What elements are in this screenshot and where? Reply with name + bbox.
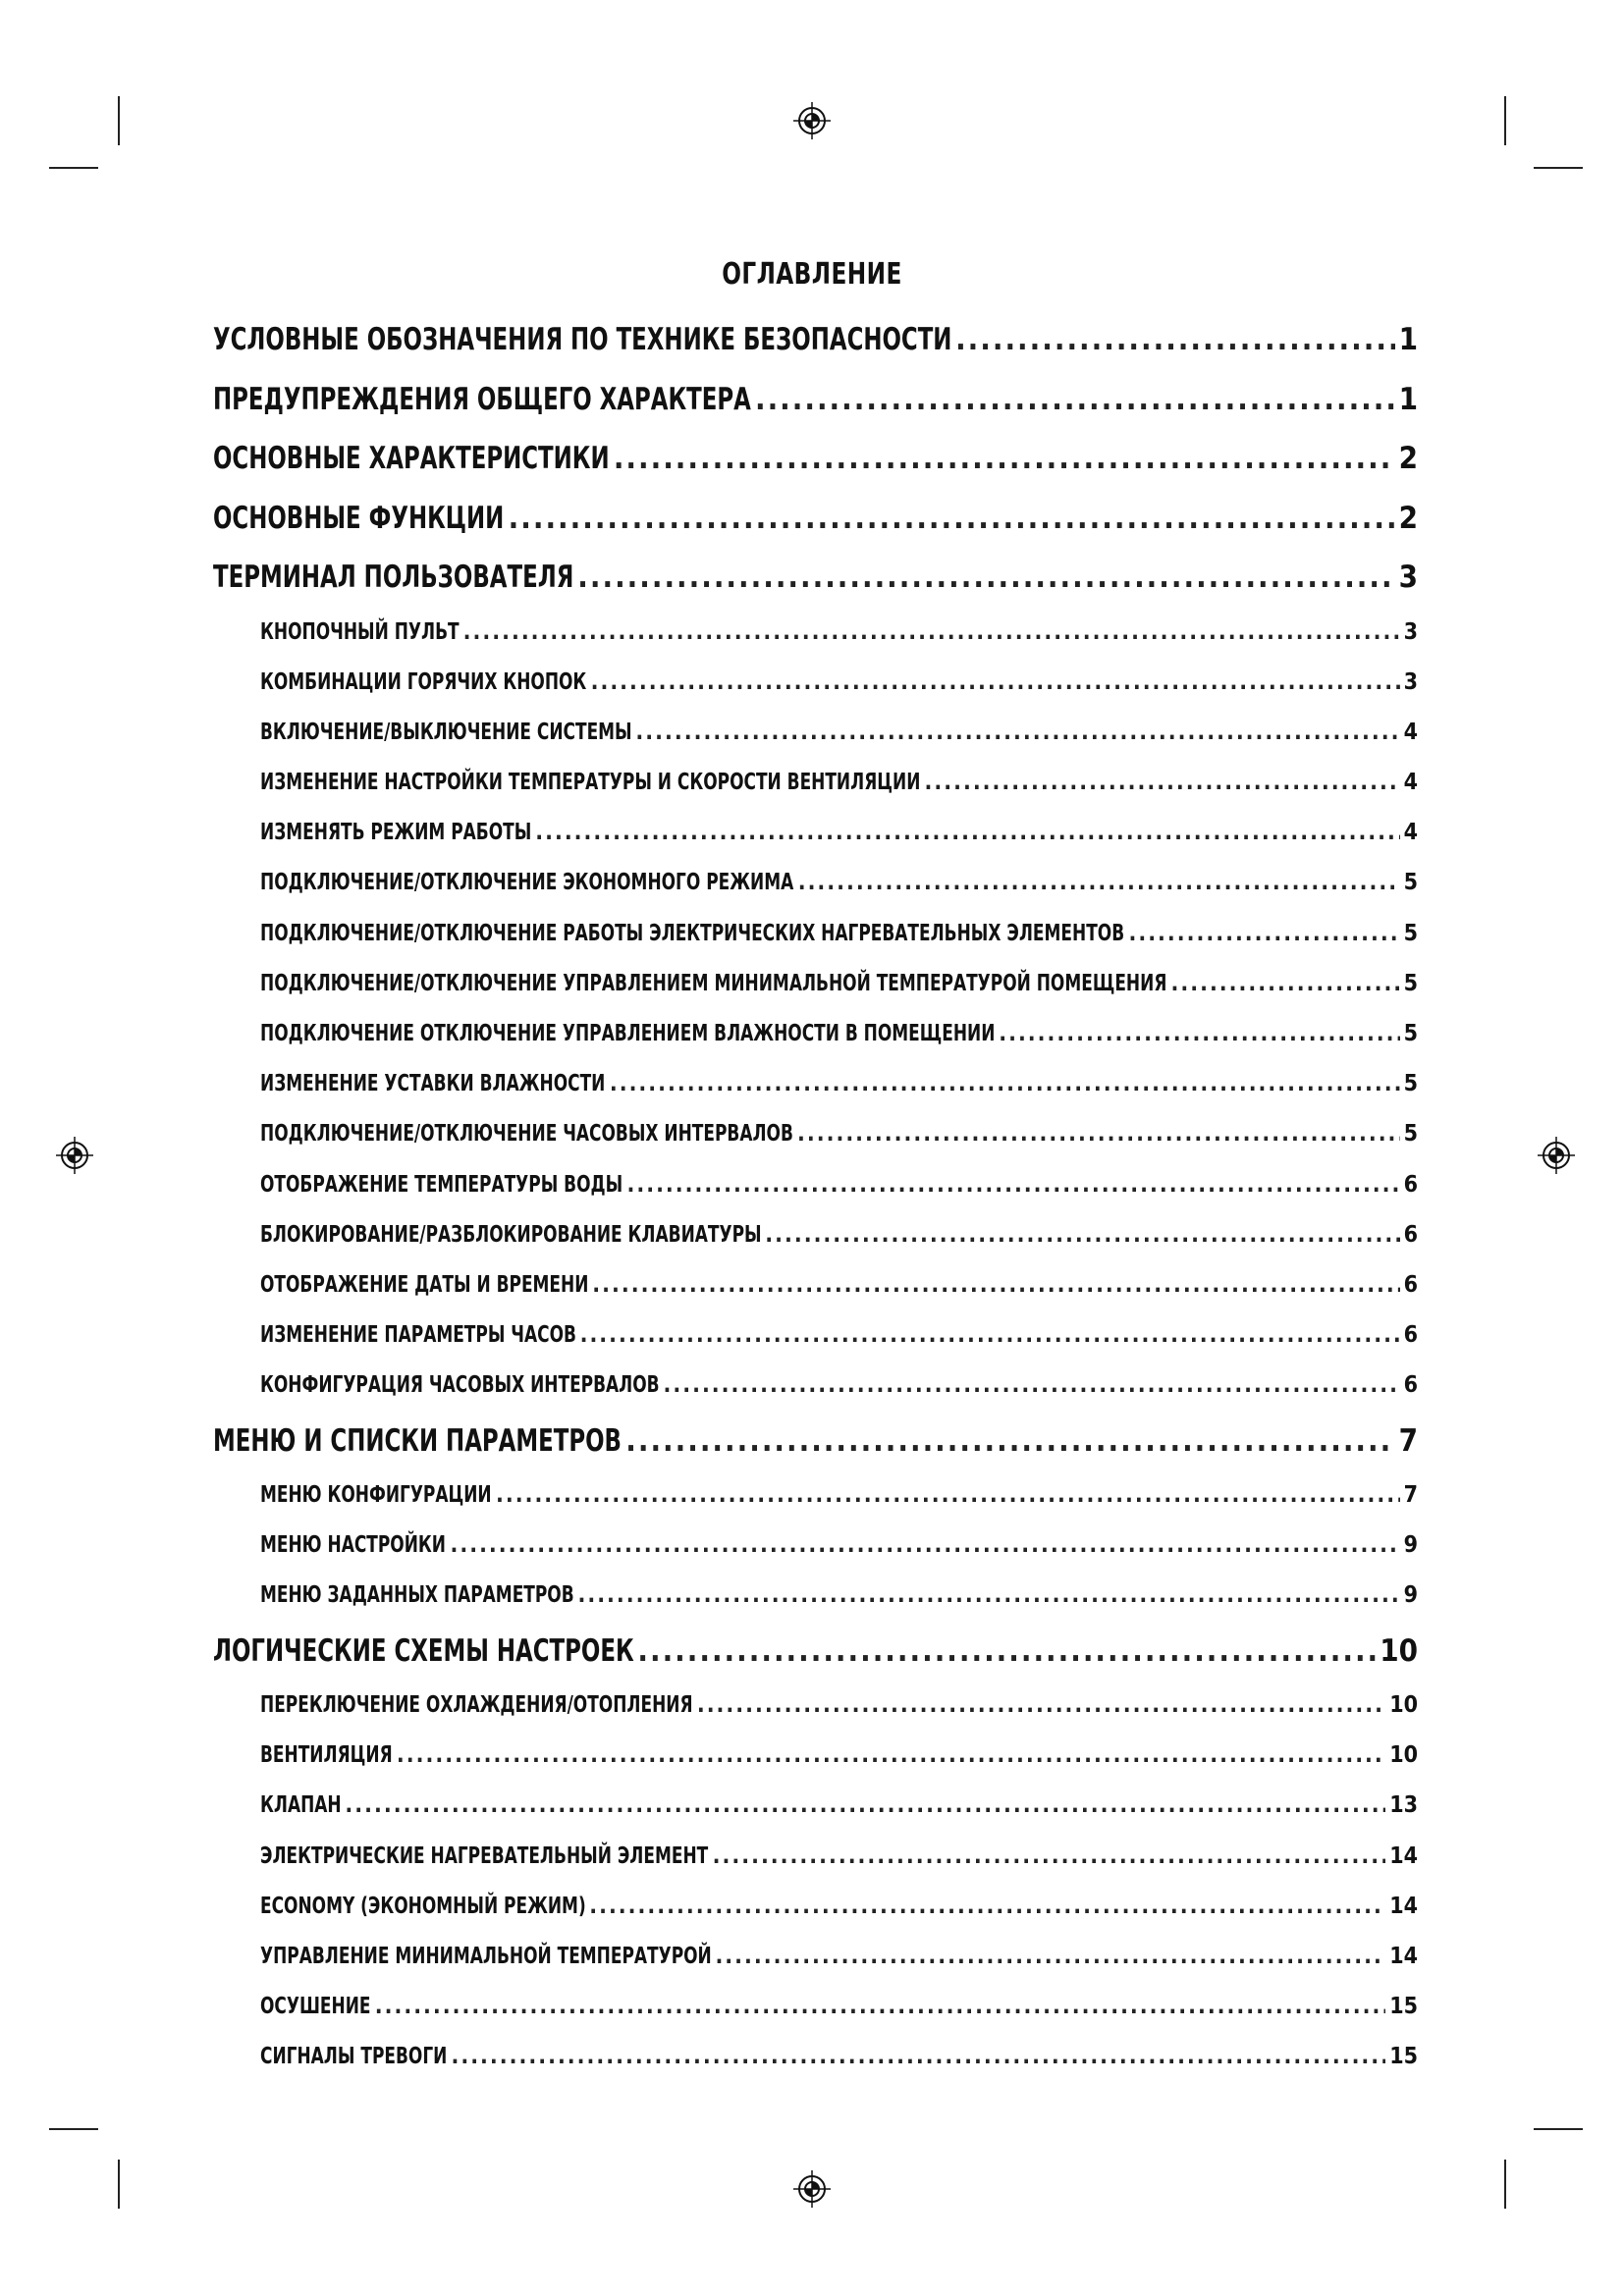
toc-page-number: 5 bbox=[1403, 1071, 1418, 1097]
toc-subsection-entry[interactable] bbox=[213, 858, 1418, 908]
toc-section-entry[interactable] bbox=[213, 489, 1418, 549]
toc-dot-leader bbox=[592, 1260, 1399, 1310]
toc-subsection-entry[interactable] bbox=[213, 1470, 1418, 1521]
toc-entry-label: МЕНЮ И СПИСКИ ПАРАМЕТРОВ bbox=[213, 1422, 622, 1459]
toc-entry-label: ПОДКЛЮЧЕНИЕ/ОТКЛЮЧЕНИЕ РАБОТЫ ЭЛЕКТРИЧЕСКИХ НАГРЕВАТЕЛЬНЫХ ЭЛЕМЕНТОВ bbox=[260, 920, 1125, 946]
toc-dot-leader bbox=[925, 758, 1400, 808]
toc-subsection-entry[interactable] bbox=[213, 808, 1418, 858]
toc-entry-label: МЕНЮ НАСТРОЙКИ bbox=[260, 1532, 446, 1559]
toc-subsection-entry[interactable] bbox=[213, 909, 1418, 959]
toc-dot-leader bbox=[697, 1681, 1385, 1731]
toc-subsection-entry[interactable] bbox=[213, 1160, 1418, 1210]
toc-dot-leader bbox=[713, 1832, 1386, 1882]
toc-dot-leader bbox=[755, 370, 1395, 430]
toc-page-number: 3 bbox=[1398, 560, 1418, 595]
toc-subsection-entry[interactable] bbox=[213, 1882, 1418, 1932]
toc-section-entry[interactable] bbox=[213, 1622, 1418, 1682]
toc-dot-leader bbox=[664, 1361, 1400, 1411]
toc-entry-label: ОСНОВНЫЕ ХАРАКТЕРИСТИКИ bbox=[213, 441, 610, 476]
toc-subsection-entry[interactable] bbox=[213, 608, 1418, 658]
registration-mark-icon bbox=[793, 102, 831, 139]
toc-page-number: 5 bbox=[1403, 1121, 1418, 1148]
toc-dot-leader bbox=[535, 808, 1399, 858]
toc-entry-label: ОСНОВНЫЕ ФУНКЦИИ bbox=[213, 500, 505, 536]
toc-entry-label: ПОДКЛЮЧЕНИЕ/ОТКЛЮЧЕНИЕ ЭКОНОМНОГО РЕЖИМА bbox=[260, 870, 794, 896]
toc-page-number: 14 bbox=[1389, 1842, 1418, 1869]
toc-subsection-entry[interactable] bbox=[213, 1260, 1418, 1310]
toc-subsection-entry[interactable] bbox=[213, 1059, 1418, 1109]
toc-entry-label: УСЛОВНЫЕ ОБОЗНАЧЕНИЯ ПО ТЕХНИКЕ БЕЗОПАСНОСТИ bbox=[213, 322, 952, 357]
toc-page-number: 1 bbox=[1398, 381, 1418, 417]
toc-subsection-entry[interactable] bbox=[213, 1681, 1418, 1731]
toc-entry-label: ИЗМЕНЕНИЕ УСТАВКИ ВЛАЖНОСТИ bbox=[260, 1071, 606, 1097]
toc-entry-label: ОСУШЕНИЕ bbox=[260, 1994, 371, 2020]
toc-dot-leader bbox=[1171, 959, 1400, 1009]
toc-subsection-entry[interactable] bbox=[213, 1932, 1418, 1982]
toc-dot-leader bbox=[715, 1932, 1385, 1982]
toc-entry-label: ПОДКЛЮЧЕНИЕ ОТКЛЮЧЕНИЕ УПРАВЛЕНИЕМ ВЛАЖНОСТИ В ПОМЕЩЕНИИ bbox=[260, 1021, 996, 1046]
toc-subsection-entry[interactable] bbox=[213, 1832, 1418, 1882]
toc-subsection-entry[interactable] bbox=[213, 758, 1418, 808]
crop-mark bbox=[1504, 96, 1506, 145]
toc-page-number: 7 bbox=[1403, 1482, 1418, 1508]
toc-entry-label: ТЕРМИНАЛ ПОЛЬЗОВАТЕЛЯ bbox=[213, 560, 574, 595]
crop-mark bbox=[118, 96, 120, 145]
toc-dot-leader bbox=[375, 1982, 1385, 2032]
toc-entry-label: КЛАПАН bbox=[260, 1792, 342, 1819]
toc-page-number: 9 bbox=[1403, 1532, 1418, 1559]
toc-page-number: 5 bbox=[1403, 920, 1418, 946]
toc-entry-label: УПРАВЛЕНИЕ МИНИМАЛЬНОЙ ТЕМПЕРАТУРОЙ bbox=[260, 1944, 712, 1969]
toc-section-entry[interactable] bbox=[213, 310, 1418, 370]
toc-entry-label: ПОДКЛЮЧЕНИЕ/ОТКЛЮЧЕНИЕ УПРАВЛЕНИЕМ МИНИМАЛЬНОЙ ТЕМПЕРАТУРОЙ ПОМЕЩЕНИЯ bbox=[260, 970, 1167, 996]
toc-subsection-entry[interactable] bbox=[213, 1210, 1418, 1260]
toc-page-number: 1 bbox=[1398, 322, 1418, 357]
toc-entry-label: МЕНЮ КОНФИГУРАЦИИ bbox=[260, 1482, 492, 1508]
toc-subsection-entry[interactable] bbox=[213, 1521, 1418, 1571]
toc-entry-label: ОТОБРАЖЕНИЕ ДАТЫ И ВРЕМЕНИ bbox=[260, 1271, 589, 1298]
toc-dot-leader bbox=[610, 1059, 1400, 1109]
toc-subsection-entry[interactable] bbox=[213, 1361, 1418, 1411]
toc-dot-leader bbox=[626, 1160, 1399, 1210]
toc-page-number: 4 bbox=[1403, 770, 1418, 796]
toc-entry-label: ПОДКЛЮЧЕНИЕ/ОТКЛЮЧЕНИЕ ЧАСОВЫХ ИНТЕРВАЛОВ bbox=[260, 1121, 793, 1148]
registration-mark-icon bbox=[793, 2170, 831, 2208]
toc-page-number: 3 bbox=[1403, 668, 1418, 695]
toc-dot-leader bbox=[397, 1731, 1385, 1781]
table-of-contents bbox=[213, 310, 1418, 2083]
toc-page-number: 5 bbox=[1403, 1021, 1418, 1046]
toc-page-number: 9 bbox=[1403, 1582, 1418, 1609]
toc-entry-label: СИГНАЛЫ ТРЕВОГИ bbox=[260, 2044, 448, 2070]
toc-page-number: 6 bbox=[1403, 1322, 1418, 1349]
toc-dot-leader bbox=[635, 708, 1399, 758]
registration-mark-icon bbox=[1538, 1137, 1575, 1174]
toc-dot-leader bbox=[637, 1622, 1376, 1682]
toc-title: ОГЛАВЛЕНИЕ bbox=[722, 257, 902, 292]
toc-dot-leader bbox=[580, 1310, 1400, 1361]
toc-subsection-entry[interactable] bbox=[213, 1731, 1418, 1781]
crop-mark bbox=[1504, 2160, 1506, 2209]
toc-section-entry[interactable] bbox=[213, 370, 1418, 430]
toc-dot-leader bbox=[577, 548, 1394, 608]
toc-subsection-entry[interactable] bbox=[213, 959, 1418, 1009]
crop-mark bbox=[118, 2160, 120, 2209]
toc-section-entry[interactable] bbox=[213, 1412, 1418, 1471]
toc-subsection-entry[interactable] bbox=[213, 1109, 1418, 1159]
toc-subsection-entry[interactable] bbox=[213, 1310, 1418, 1361]
toc-dot-leader bbox=[625, 1412, 1394, 1471]
toc-page-number: 14 bbox=[1389, 1893, 1418, 1919]
toc-page-number: 6 bbox=[1403, 1271, 1418, 1298]
crop-mark bbox=[1534, 2128, 1583, 2130]
toc-page-number: 4 bbox=[1403, 719, 1418, 745]
crop-mark bbox=[49, 167, 98, 169]
crop-mark bbox=[1534, 167, 1583, 169]
toc-entry-label: ВЕНТИЛЯЦИЯ bbox=[260, 1742, 393, 1769]
toc-dot-leader bbox=[614, 429, 1395, 489]
toc-page-number: 2 bbox=[1398, 500, 1418, 536]
toc-entry-label: КОНФИГУРАЦИЯ ЧАСОВЫХ ИНТЕРВАЛОВ bbox=[260, 1372, 660, 1399]
toc-subsection-entry[interactable] bbox=[213, 658, 1418, 708]
toc-page-number: 5 bbox=[1403, 870, 1418, 896]
toc-page-number: 5 bbox=[1403, 970, 1418, 996]
toc-entry-label: ОТОБРАЖЕНИЕ ТЕМПЕРАТУРЫ ВОДЫ bbox=[260, 1171, 623, 1198]
toc-subsection-entry[interactable] bbox=[213, 708, 1418, 758]
toc-dot-leader bbox=[955, 310, 1395, 370]
toc-entry-label: ПЕРЕКЛЮЧЕНИЕ ОХЛАЖДЕНИЯ/ОТОПЛЕНИЯ bbox=[260, 1692, 693, 1719]
toc-dot-leader bbox=[589, 1882, 1385, 1932]
toc-dot-leader bbox=[999, 1009, 1399, 1059]
toc-entry-label: БЛОКИРОВАНИЕ/РАЗБЛОКИРОВАНИЕ КЛАВИАТУРЫ bbox=[260, 1221, 762, 1248]
toc-page-number: 6 bbox=[1403, 1372, 1418, 1399]
toc-page-number: 14 bbox=[1389, 1944, 1418, 1969]
toc-dot-leader bbox=[451, 2032, 1385, 2082]
toc-page-number: 7 bbox=[1398, 1422, 1418, 1459]
toc-entry-label: МЕНЮ ЗАДАННЫХ ПАРАМЕТРОВ bbox=[260, 1582, 574, 1609]
toc-entry-label: КОМБИНАЦИИ ГОРЯЧИХ КНОПОК bbox=[260, 668, 587, 695]
toc-subsection-entry[interactable] bbox=[213, 1571, 1418, 1621]
toc-entry-label: ЛОГИЧЕСКИЕ СХЕМЫ НАСТРОЕК bbox=[213, 1632, 634, 1669]
toc-dot-leader bbox=[496, 1470, 1400, 1521]
toc-dot-leader bbox=[345, 1781, 1385, 1831]
registration-mark-icon bbox=[56, 1137, 93, 1174]
toc-section-entry[interactable] bbox=[213, 548, 1418, 608]
toc-page-number: 3 bbox=[1403, 618, 1418, 645]
toc-dot-leader bbox=[765, 1210, 1399, 1260]
toc-entry-label: ПРЕДУПРЕЖДЕНИЯ ОБЩЕГО ХАРАКТЕРА bbox=[213, 381, 751, 417]
toc-entry-label: ИЗМЕНЕНИЕ НАСТРОЙКИ ТЕМПЕРАТУРЫ И СКОРОСТИ ВЕНТИЛЯЦИИ bbox=[260, 770, 921, 796]
toc-page-number: 10 bbox=[1389, 1692, 1418, 1719]
toc-dot-leader bbox=[1128, 909, 1399, 959]
toc-entry-label: КНОПОЧНЫЙ ПУЛЬТ bbox=[260, 618, 460, 645]
toc-entry-label: ИЗМЕНЯТЬ РЕЖИМ РАБОТЫ bbox=[260, 820, 532, 846]
toc-dot-leader bbox=[450, 1521, 1399, 1571]
toc-subsection-entry[interactable] bbox=[213, 1982, 1418, 2032]
toc-entry-label: ECONOMY (ЭКОНОМНЫЙ РЕЖИМ) bbox=[260, 1893, 586, 1919]
toc-dot-leader bbox=[577, 1571, 1399, 1621]
toc-dot-leader bbox=[463, 608, 1400, 658]
toc-page-number: 6 bbox=[1403, 1171, 1418, 1198]
toc-page-number: 15 bbox=[1389, 2044, 1418, 2070]
toc-section-entry[interactable] bbox=[213, 429, 1418, 489]
toc-entry-label: ЭЛЕКТРИЧЕСКИЕ НАГРЕВАТЕЛЬНЫЙ ЭЛЕМЕНТ bbox=[260, 1842, 709, 1869]
toc-page-number: 15 bbox=[1389, 1994, 1418, 2020]
toc-dot-leader bbox=[797, 1109, 1400, 1159]
toc-page-number: 10 bbox=[1380, 1632, 1418, 1669]
toc-entry-label: ИЗМЕНЕНИЕ ПАРАМЕТРЫ ЧАСОВ bbox=[260, 1322, 576, 1349]
toc-dot-leader bbox=[798, 858, 1400, 908]
toc-page-number: 4 bbox=[1403, 820, 1418, 846]
toc-page-number: 2 bbox=[1398, 441, 1418, 476]
toc-dot-leader bbox=[509, 489, 1395, 549]
crop-mark bbox=[49, 2128, 98, 2130]
toc-entry-label: ВКЛЮЧЕНИЕ/ВЫКЛЮЧЕНИЕ СИСТЕМЫ bbox=[260, 719, 632, 745]
toc-page-number: 6 bbox=[1403, 1221, 1418, 1248]
toc-subsection-entry[interactable] bbox=[213, 1781, 1418, 1831]
toc-subsection-entry[interactable] bbox=[213, 1009, 1418, 1059]
toc-page-number: 13 bbox=[1389, 1792, 1418, 1819]
toc-page-number: 10 bbox=[1389, 1742, 1418, 1769]
toc-subsection-entry[interactable] bbox=[213, 2032, 1418, 2082]
toc-dot-leader bbox=[591, 658, 1400, 708]
